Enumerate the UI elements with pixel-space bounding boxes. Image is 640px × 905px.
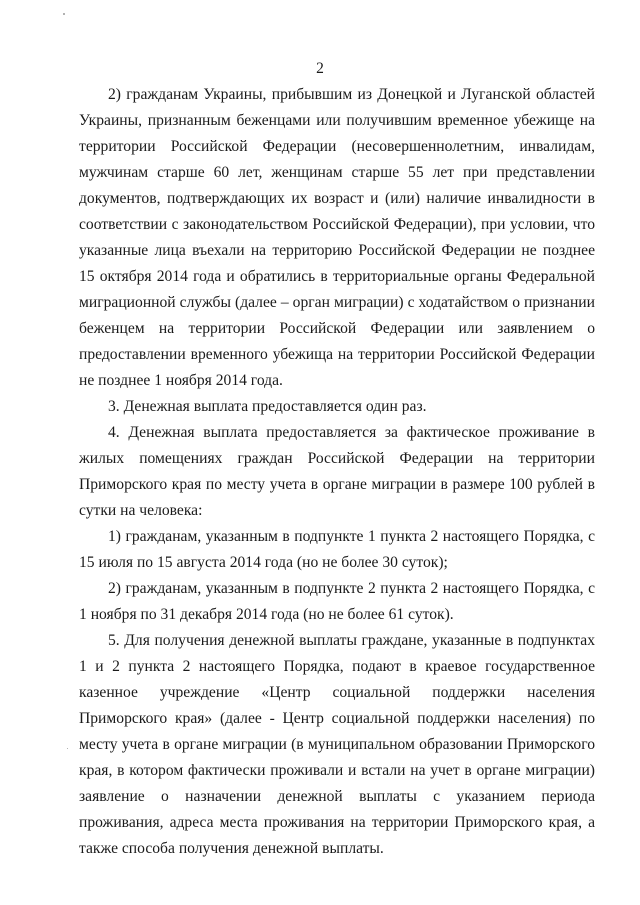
paragraph-item-5-application: 5. Для получения денежной выплаты граждане, указанные в подпунктах 1 и 2 пункта 2 настоящего Порядка, подают в краевое государственное казенное учреждение «Центр социальной поддержки населения Приморского края» (далее - Центр социальной поддержки населения) по месту учета в органе миграции (в муниципальном образовании Приморского края, в котором фактически проживали и встали на учет в органе миграции) заявление о назначении денежной выплаты с указанием периода проживания, адреса места проживания на территории Приморского края, а также способа получения денежной выплаты.: [79, 632, 595, 857]
paragraph-subitem-2-ukraine-citizens: 2) гражданам Украины, прибывшим из Донецкой и Луганской областей Украины, признанным беженцами или получившим временное убежище на территории Российской Федерации (несовершеннолетним, инвалидам, мужчинам старше 60 лет, женщинам старше 55 лет при представлении документов, подтверждающих их возраст и (или) наличие инвалидности в соответствии с законодательством Российской Федерации), при условии, что указанные лица въехали на территорию Российской Федерации не позднее 15 октября 2014 года и обратились в территориальные органы Федеральной миграционной службы (далее – орган миграции) с ходатайством о признании беженцем на территории Российской Федерации или заявлением о предоставлении временного убежища на территории Российской Федерации не позднее 1 ноября 2014 года.: [79, 86, 595, 389]
scan-speck: [63, 13, 65, 15]
paragraph-item-4-payment-rate: 4. Денежная выплата предоставляется за фактическое проживание в жилых помещениях граждан Российской Федерации на территории Приморского края по месту учета в органе миграции в размере 100 рублей в сутки на человека:: [79, 424, 595, 519]
paragraph-item-4-subitem-1: 1) гражданам, указанным в подпункте 1 пункта 2 настоящего Порядка, с 15 июля по 15 августа 2014 года (но не более 30 суток);: [79, 528, 595, 571]
document-body: [79, 82, 595, 862]
scan-speck: [67, 748, 68, 749]
paragraph-item-3-one-time-payment: 3. Денежная выплата предоставляется один раз.: [108, 398, 427, 415]
page-number: 2: [316, 60, 324, 77]
paragraph-item-4-subitem-2: 2) гражданам, указанным в подпункте 2 пункта 2 настоящего Порядка, с 1 ноября по 31 декабря 2014 года (но не более 61 суток).: [79, 580, 595, 623]
